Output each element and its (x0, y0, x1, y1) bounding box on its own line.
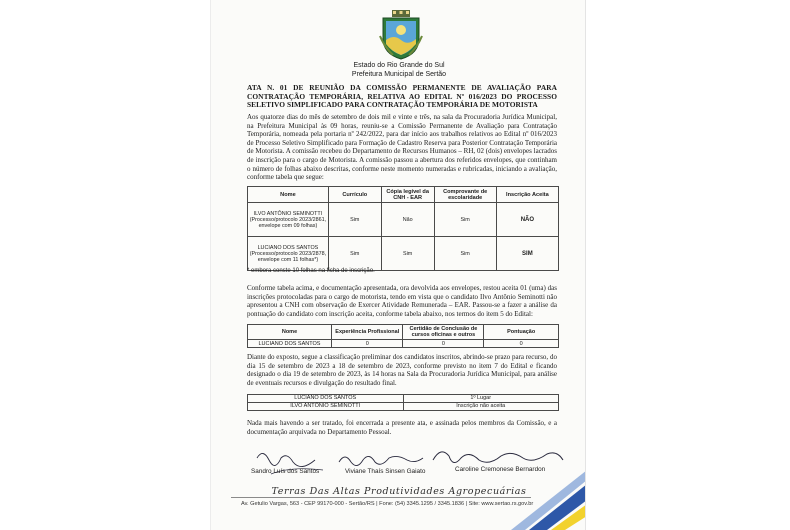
footer-address: Av. Getulio Vargas, 563 - CEP 99170-000 - Sertão/RS | Fone: (54) 3345.1295 / 3345.1836 | Site: www.sertao.rs.gov.br (241, 501, 534, 507)
candidate-detail: (Processo/protocolo 2023/2861, envelope com 09 folhas) (249, 216, 327, 229)
header-city: Prefeitura Municipal de Sertão (351, 71, 447, 78)
table-cell: LUCIANO DOS SANTOS (248, 340, 332, 348)
table-header: Experiência Profissional (331, 325, 403, 340)
table-cell: ILVO ANTÔNIO SEMINOTTI (248, 403, 404, 411)
signature-name-2: Viviane Thaís Sinsen Gaiato (345, 468, 426, 475)
paragraph-ranking: Diante do exposto, segue a classificação preliminar dos candidatos inscritos, abrindo-se prazo para recurso, do dia 15 de setembro de 2023 a 18 de setembro de 2023, conforme previsto no item 7 do Edital e ficando designado o dia 19 de setembro de 2023, às 14 horas na Sala da Procuradoria Jurídica Municipal, para análise de eventuais recursos e divulgação do resultado final. (247, 353, 557, 387)
paragraph-opening: Aos quatorze dias do mês de setembro de dois mil e vinte e três, na sala da Procuradoria Jurídica Municipal, na Prefeitura Municipal às 09 horas, reuniu-se a Comissão Permanente de Avaliação para Contratação Temporária, nomeada pela portaria nº 242/2022, para dar início aos trabalhos relativos ao Edital nº 016/2023 de Processo Seletivo Simplificado para Formação de Cadastro Reserva para Posterior Contratação Temporária de Motorista. A comissão recebeu do Departamento de Recursos Humanos – RH, 02 (dois) envelopes lacrados de inscrição para o cargo de Motorista. A comissão passou a abertura dos referidos envelopes, que continham o número de folhas abaixo descritas, conforme neste momento numeradas e rubricadas, iniciando a avaliação, conforme tabela que segue: (247, 113, 557, 182)
footer-motto: Terras Das Altas Produtividades Agropecuárias (271, 486, 527, 497)
document-page (210, 0, 586, 530)
table-cell: Sim (434, 203, 496, 237)
table-cell: Sim (434, 237, 496, 271)
signature-name-3: Caroline Cremonese Bernardon (455, 466, 546, 473)
table-cell: 1º Lugar (403, 395, 559, 403)
table-header: Comprovante de escolaridade (434, 187, 496, 203)
paragraph-analysis: Conforme tabela acima, e documentação apresentada, ora devolvida aos envelopes, restou aceita 01 (uma) das inscrições protocoladas para o cargo de motorista, tendo em vista que o candidato Ilvo Antônio Seminotti não apresentou a CNH com observação de Exercer Atividade Remunerada – EAR. Passou-se a fazer a análise da pontuação do candidato com inscrição aceita, conforme tabela abaixo, nos termos do item 5 do Edital: (247, 284, 557, 318)
signature-name-1: Sandro Luís dos Santos (251, 468, 320, 475)
table-cell: Sim (328, 237, 381, 271)
candidate-name: ILVO ANTÔNIO SEMINOTTI (253, 210, 323, 217)
corner-stripes-icon (211, 0, 586, 530)
candidate-name: LUCIANO DOS SANTOS (257, 244, 319, 251)
table-cell: Inscrição não aceita (403, 403, 559, 411)
table-header: Pontuação (484, 325, 559, 340)
table-cell: Sim (328, 203, 381, 237)
header-state: Estado do Rio Grande do Sul (353, 62, 445, 69)
document-title: ATA N. 01 DE REUNIÃO DA COMISSÃO PERMANENTE DE AVALIAÇÃO PARA CONTRATAÇÃO TEMPORÁRIA, RELATIVA AO EDITAL Nº 016/2023 DO PROCESSO SELETIVO SIMPLIFICADO PARA CONTRATAÇÃO TEMPORÁRIA DE MOTORISTA (247, 83, 557, 110)
table-header: Nome (248, 325, 332, 340)
table-cell: SIM (496, 237, 558, 271)
table-header: Currículo (328, 187, 381, 203)
table-header: Cópia legível da CNH - EAR (381, 187, 434, 203)
table-cell: Sim (381, 237, 434, 271)
table-header: Inscrição Aceita (496, 187, 558, 203)
candidate-detail: (Processo/protocolo 2023/2878, envelope com 11 folhas*) (249, 250, 327, 263)
table-cell: 0 (331, 340, 403, 348)
table-cell: Não (381, 203, 434, 237)
table-header: Certidão de Conclusão de cursos oficinas e outros (403, 325, 484, 340)
table-cell: 0 (403, 340, 484, 348)
table-header: Nome (248, 187, 329, 203)
paragraph-closing: Nada mais havendo a ser tratado, foi encerrada a presente ata, e assinada pelos membros da Comissão, e a documentação arquivada no Departamento Pessoal. (247, 419, 557, 436)
table-footnote: * embora conste 10 folhas na ficha de inscrição. (247, 268, 375, 274)
table-cell: 0 (484, 340, 559, 348)
table-cell: NÃO (496, 203, 558, 237)
table-cell: LUCIANO DOS SANTOS (248, 395, 404, 403)
